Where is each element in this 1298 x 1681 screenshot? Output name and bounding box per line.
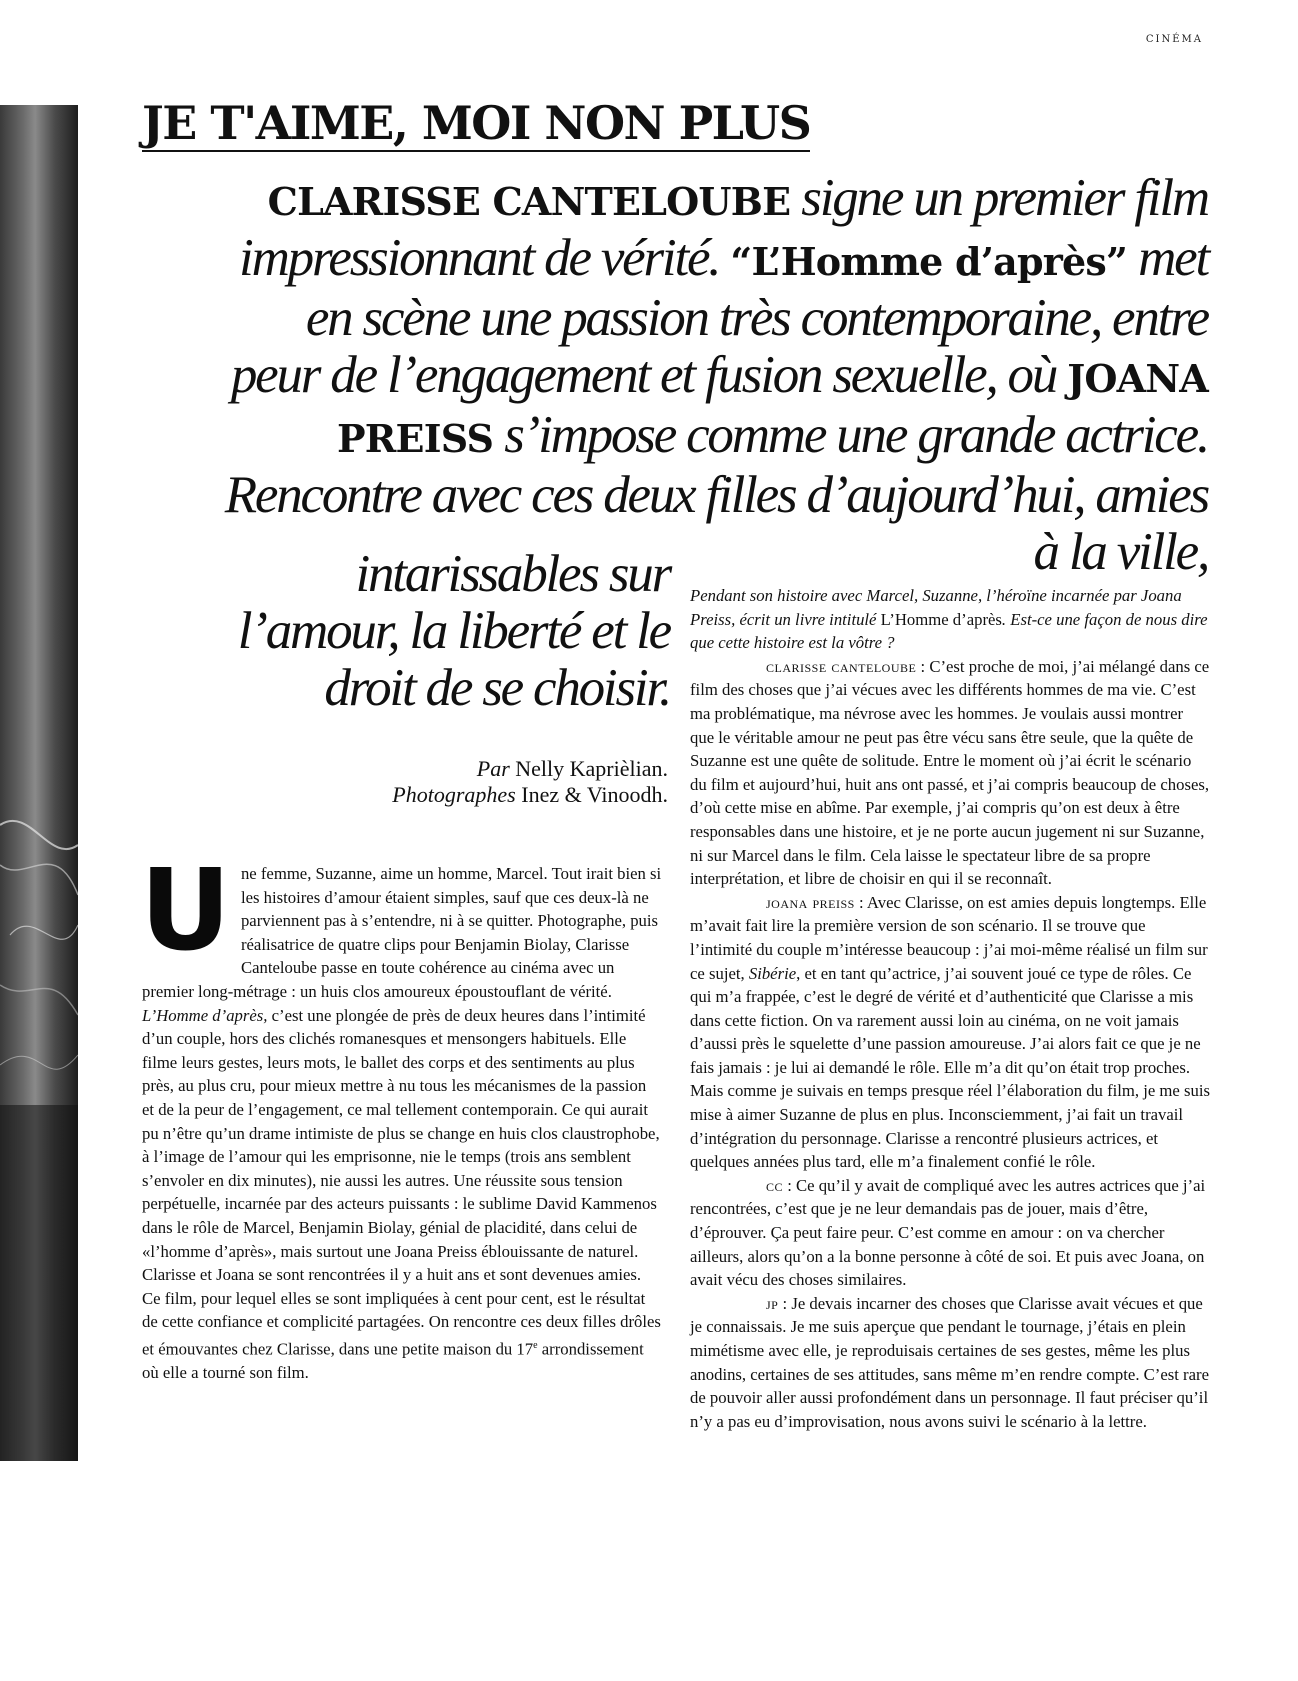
question-text-1: Pendant son histoire avec Marcel, Suzanne, l’héroïne incarnée par Joana Preiss, écrit un livre intitulé [690, 586, 1182, 629]
deck-text-3: s’impose comme une grande actrice. Rencontre avec ces deux filles d’aujourd’hui, amies à la ville, [224, 406, 1208, 581]
byline [392, 756, 668, 808]
answer-2-text-1: : Avec Clarisse, on est amies depuis longtemps. Elle m’avait fait lire la première version de son scénario. Il se trouve que l’intimité du couple m’intéresse beaucoup : j’ai moi-même réalisé un film sur ce sujet, [690, 892, 1208, 983]
photo-strip [0, 105, 78, 1461]
answer-2-text-2: , et en tant qu’actrice, j’ai souvent joué ce type de rôles. Ce qui m’a frappée, c’est le degré de vérité et d’authenticité que Clarisse a mis dans cette fiction. On va rarement aussi loin au cinéma, on ne voit jamais d’aussi près le squelette d’une passion amoureuse. J’ai alors fait ce que je ne fais jamais : je lui ai demandé le rôle. Elle m’a dit qu’on était trop proches. Mais comme je suivais en temps presque réel l’élaboration du film, je me suis mise à aimer Suzanne de plus en plus. Inconsciemment, j’ai fait un travail d’intégration du personnage. Clarisse a rencontré plusieurs actrices, et quelques années plus tard, elle m’a finalement confié le rôle. [690, 963, 1210, 1172]
answer-3 [690, 1174, 1210, 1292]
question-film-title: L’Homme d’après [880, 609, 1002, 629]
deck-text-2: met en scène une passion très contemporaine, entre peur de l’engagement et fusion sexuelle, où [230, 229, 1208, 404]
speaker-joana: joana preiss [766, 892, 855, 912]
intro-text-2: c’est une plongée de près de deux heures dans l’intimité d’un couple, hors des clichés romanesques et mensongers habituels. Elle filme leurs gestes, leurs mots, le ballet des corps et des sentiments au plus près, au plus cru, pour mieux mettre à nu tous les mécanismes de la passion et de la peur de l’engagement, ce mal tellement contemporain. Ce qui aurait pu n’être qu’un drame intimiste de plus se change en huis clos claustrophobe, à l’image de l’amour qui les emprisonne, nie le temps (trois ans semblent s’envoler en dix minutes), nie aussi les autres. Une réussite sous tension perpétuelle, incarnée par des acteurs puissants : le sublime David Kammenos dans le rôle de Marcel, Benjamin Biolay, génial de placidité, dans celui de «l’homme d’après», mais surtout une Joana Preiss éblouissante de naturel. Clarisse et Joana se sont rencontrées il y a huit ans et sont devenues amies. Ce film, pour lequel elles se sont impliquées à cent pour cent, est le résultat de cette confiance et complicité partagées. On rencontre ces deux filles drôles et émouvantes chez Clarisse, dans une petite maison du 17 [142, 1005, 661, 1359]
byline-author-line [392, 756, 668, 782]
left-column [140, 846, 662, 1385]
byline-photo-line [392, 782, 668, 808]
answer-1-text: : C’est proche de moi, j’ai mélangé dans ce film des choses que j’ai vécues avec les différents hommes de ma vie. C’est ma problématique, ma névrose avec les hommes. Je voulais aussi montrer que le véritable amour ne peut pas être vécu sans être seule, que la quête de Suzanne est une quête de solitude. Entre le moment où j’ai écrit le scénario du film et aujourd’hui, huit ans ont passé, et j’ai compris beaucoup de choses, d’où cette mise en abîme. Par exemple, j’ai compris qu’on est deux à être responsables dans une histoire, et je ne porte aucun jugement ni sur Suzanne, ni sur Marcel dans le film. Cela laisse le spectateur libre de sa propre interprétation, et libre de choisir en qui il se reconnaît. [690, 656, 1210, 889]
interview-question [690, 584, 1210, 655]
answer-1 [690, 655, 1210, 891]
intro-text-1: ne femme, Suzanne, aime un homme, Marcel. Tout irait bien si les histoires d’amour étaient simples, sauf que ces deux-là ne parviennent pas à s’entendre, ni à se quitter. Photographe, puis réalisatrice de quatre clips pour Benjamin Biolay, Clarisse Canteloube passe en toute cohérence au cinéma avec un premier long-métrage : un huis clos amoureux époustouflant de vérité. [142, 864, 662, 1001]
byline-par: Par [476, 756, 510, 781]
question-text-2: . Est-ce une façon de nous dire que cette histoire est la vôtre ? [690, 609, 1208, 653]
right-column [690, 584, 1210, 1433]
speaker-jp: jp [766, 1293, 779, 1313]
answer-4-text: : Je devais incarner des choses que Clarisse avait vécues et que je connaissais. Je me suis aperçue que pendant le tournage, j’étais en plein mimétisme avec elle, je reproduisais certaines de ses gestes, même les plus anodins, certaines de ses attitudes, sans même m’en rendre compte. C’est rare de pouvoir aller aussi profondément dans un personnage. Il faut préciser qu’il n’y a pas eu d’improvisation, nous avons suivi le scénario à la lettre. [690, 1293, 1209, 1431]
byline-author: Nelly Kaprièlian. [515, 756, 668, 781]
hair-strands-graphic [0, 105, 78, 1461]
deck-tail: intarissables sur l’amour, la liberté et le droit de se choisir. [237, 545, 670, 717]
deck-text-1: signe un premier film impressionnant de vérité. [239, 169, 1208, 287]
answer-2-film: Sibérie [748, 963, 797, 983]
intro-film-title: L’Homme d’après, [142, 1005, 268, 1025]
answer-2 [690, 891, 1210, 1174]
speaker-cc: cc [766, 1175, 784, 1195]
deck [208, 170, 1208, 581]
headline: JE T'AIME, MOI NON PLUS [142, 96, 811, 150]
superscript-e: e [533, 1339, 538, 1351]
answer-4 [690, 1292, 1210, 1434]
deck-film-title: “L’Homme d’après” [730, 239, 1128, 284]
intro-text-3: arrondissement où elle a tourné son film. [142, 1339, 644, 1383]
deck-name-clarisse: CLARISSE CANTELOUBE [267, 179, 791, 224]
deck-name-joana: JOANA PREISS [337, 356, 1208, 461]
section-label: CINÉMA [1145, 34, 1203, 45]
byline-photographes: Photographes [392, 782, 516, 807]
byline-photographers: Inez & Vinoodh. [521, 782, 668, 807]
drop-cap: U [140, 846, 231, 976]
speaker-clarisse: clarisse canteloube [766, 656, 917, 676]
answer-3-text: : Ce qu’il y avait de compliqué avec les autres actrices que j’ai rencontrées, c’est que je ne leur demandais pas de jouer, mais d’être, d’éprouver. Ça peut faire peur. C’est comme en amour : on va chercher ailleurs, alors qu’on a la bonne personne à côté de soi. Et puis avec Joana, on avait vécu des choses similaires. [690, 1175, 1206, 1290]
